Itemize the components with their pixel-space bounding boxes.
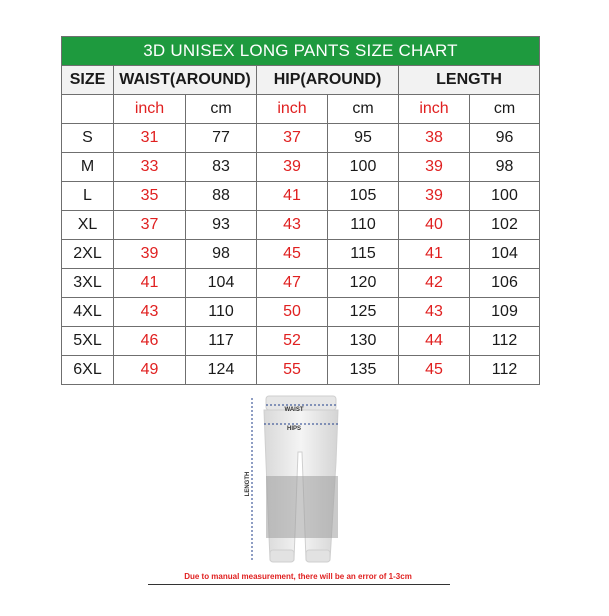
note-underline — [148, 584, 450, 585]
waist-cm-cell: 88 — [186, 182, 257, 211]
unit-hip-inch: inch — [257, 95, 328, 124]
waist-inch-cell: 37 — [114, 211, 186, 240]
table-row — [62, 124, 540, 153]
unit-hip-cm: cm — [328, 95, 399, 124]
hip-cm-cell: 115 — [328, 240, 399, 269]
hip-cm-cell: 95 — [328, 124, 399, 153]
size-rows — [62, 124, 540, 385]
length-inch-cell: 39 — [399, 153, 470, 182]
length-cm-cell: 109 — [470, 298, 540, 327]
hip-inch-cell: 37 — [257, 124, 328, 153]
waist-label: WAIST — [284, 407, 304, 413]
table-row — [62, 240, 540, 269]
hip-inch-cell: 50 — [257, 298, 328, 327]
waist-cm-cell: 93 — [186, 211, 257, 240]
length-cm-cell: 112 — [470, 356, 540, 385]
hip-inch-cell: 52 — [257, 327, 328, 356]
waist-cm-cell: 117 — [186, 327, 257, 356]
length-inch-cell: 43 — [399, 298, 470, 327]
hip-cm-cell: 135 — [328, 356, 399, 385]
size-cell: 4XL — [62, 298, 114, 327]
table-row — [62, 269, 540, 298]
pants-illustration — [240, 392, 360, 572]
unit-waist-inch: inch — [114, 95, 186, 124]
waist-inch-cell: 46 — [114, 327, 186, 356]
waist-inch-cell: 39 — [114, 240, 186, 269]
waist-cm-cell: 98 — [186, 240, 257, 269]
length-cm-cell: 98 — [470, 153, 540, 182]
waist-cm-cell: 110 — [186, 298, 257, 327]
table-row — [62, 327, 540, 356]
table-row — [62, 153, 540, 182]
waist-cm-cell: 124 — [186, 356, 257, 385]
size-cell: 2XL — [62, 240, 114, 269]
waist-cm-cell: 104 — [186, 269, 257, 298]
measurement-note: Due to manual measurement, there will be an error of 1-3cm — [184, 572, 412, 581]
waist-inch-cell: 31 — [114, 124, 186, 153]
table-row — [62, 356, 540, 385]
length-cm-cell: 102 — [470, 211, 540, 240]
table-row — [62, 182, 540, 211]
length-cm-cell: 100 — [470, 182, 540, 211]
chart-title: 3D UNISEX LONG PANTS SIZE CHART — [62, 37, 540, 66]
size-cell: L — [62, 182, 114, 211]
size-cell: 3XL — [62, 269, 114, 298]
header-hip: HIP(AROUND) — [257, 66, 399, 95]
hip-cm-cell: 110 — [328, 211, 399, 240]
pants-right-cuff — [306, 550, 330, 562]
length-inch-cell: 42 — [399, 269, 470, 298]
waist-inch-cell: 43 — [114, 298, 186, 327]
pants-shaded-area — [266, 476, 338, 538]
length-cm-cell: 104 — [470, 240, 540, 269]
waist-cm-cell: 83 — [186, 153, 257, 182]
header-waist: WAIST(AROUND) — [114, 66, 257, 95]
unit-length-inch: inch — [399, 95, 470, 124]
size-cell: 6XL — [62, 356, 114, 385]
units-row — [62, 95, 540, 124]
hip-cm-cell: 125 — [328, 298, 399, 327]
length-cm-cell: 112 — [470, 327, 540, 356]
length-inch-cell: 39 — [399, 182, 470, 211]
size-cell: 5XL — [62, 327, 114, 356]
waist-inch-cell: 35 — [114, 182, 186, 211]
hip-cm-cell: 100 — [328, 153, 399, 182]
size-cell: S — [62, 124, 114, 153]
pants-left-cuff — [270, 550, 294, 562]
length-cm-cell: 106 — [470, 269, 540, 298]
length-inch-cell: 41 — [399, 240, 470, 269]
hip-inch-cell: 45 — [257, 240, 328, 269]
hip-inch-cell: 41 — [257, 182, 328, 211]
length-inch-cell: 45 — [399, 356, 470, 385]
length-inch-cell: 40 — [399, 211, 470, 240]
hip-cm-cell: 105 — [328, 182, 399, 211]
waist-inch-cell: 41 — [114, 269, 186, 298]
header-length: LENGTH — [399, 66, 540, 95]
length-label: LENGTH — [245, 471, 251, 497]
unit-length-cm: cm — [470, 95, 540, 124]
hip-inch-cell: 47 — [257, 269, 328, 298]
header-row — [62, 66, 540, 95]
size-cell: M — [62, 153, 114, 182]
hip-inch-cell: 43 — [257, 211, 328, 240]
length-inch-cell: 44 — [399, 327, 470, 356]
header-size: SIZE — [62, 66, 114, 95]
waist-inch-cell: 33 — [114, 153, 186, 182]
waist-cm-cell: 77 — [186, 124, 257, 153]
length-cm-cell: 96 — [470, 124, 540, 153]
hips-label: HIPS — [286, 426, 302, 432]
table-row — [62, 298, 540, 327]
unit-waist-cm: cm — [186, 95, 257, 124]
hip-inch-cell: 55 — [257, 356, 328, 385]
units-empty-cell — [62, 95, 114, 124]
hip-cm-cell: 120 — [328, 269, 399, 298]
title-row — [62, 37, 540, 66]
length-inch-cell: 38 — [399, 124, 470, 153]
size-cell: XL — [62, 211, 114, 240]
waist-inch-cell: 49 — [114, 356, 186, 385]
table-row — [62, 211, 540, 240]
size-chart-table — [61, 36, 540, 385]
hip-inch-cell: 39 — [257, 153, 328, 182]
hip-cm-cell: 130 — [328, 327, 399, 356]
